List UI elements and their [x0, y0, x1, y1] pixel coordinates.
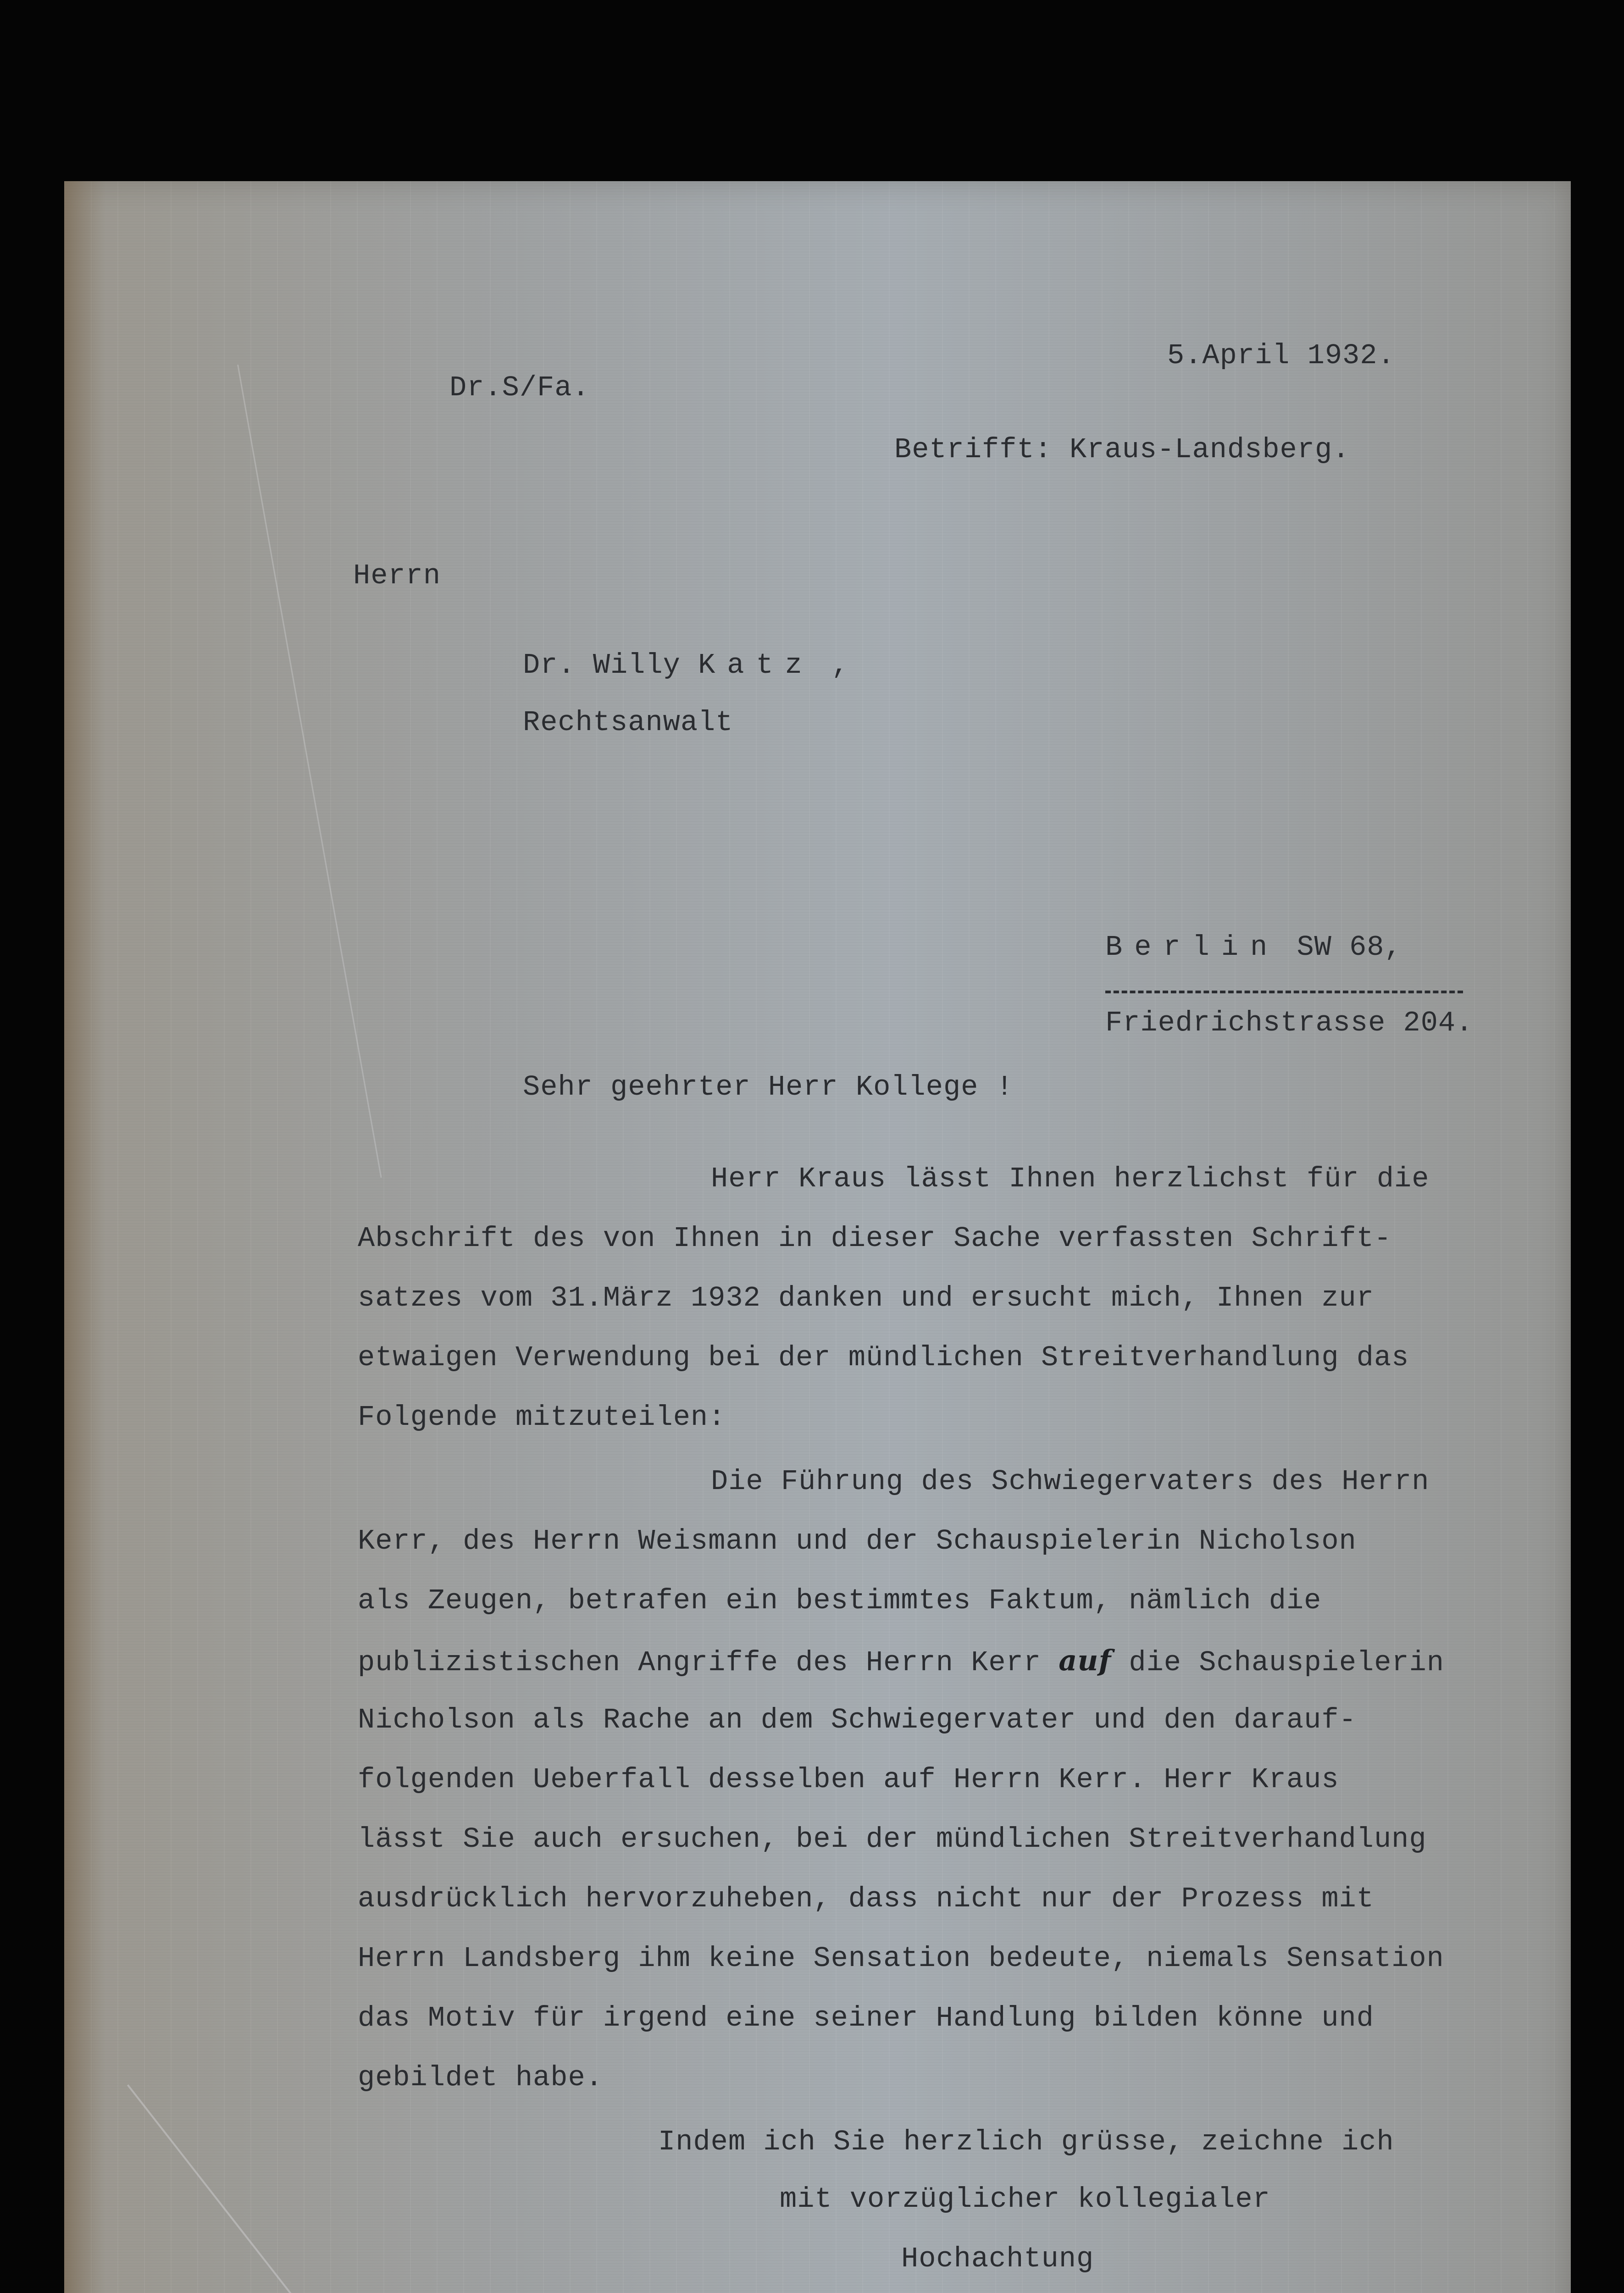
- body-line: lässt Sie auch ersuchen, bei der mündlichen Streitverhandlung: [358, 1823, 1427, 1855]
- body-line: ausdrücklich hervorzuheben, dass nicht nur der Prozess mit: [358, 1883, 1374, 1915]
- closing-line: mit vorzüglicher kollegialer: [780, 2183, 1270, 2215]
- body-line: Herr Kraus lässt Ihnen herzlichst für die: [711, 1163, 1430, 1195]
- body-line: etwaigen Verwendung bei der mündlichen Streitverhandlung das: [358, 1341, 1409, 1374]
- paper-crease: [237, 365, 382, 1178]
- closing-line: Indem ich Sie herzlich grüsse, zeichne ich: [658, 2126, 1394, 2158]
- subject-line: Betrifft: Kraus-Landsberg.: [894, 433, 1350, 466]
- body-line: folgenden Ueberfall desselben auf Herrn Kerr. Herr Kraus: [358, 1763, 1339, 1796]
- paper-crease: [127, 2084, 304, 2293]
- body-line: Folgende mitzuteilen:: [358, 1401, 726, 1434]
- body-line: satzes vom 31.März 1932 danken und ersucht mich, Ihnen zur: [358, 1282, 1374, 1314]
- body-line: Herrn Landsberg ihm keine Sensation bedeute, niemals Sensation: [358, 1942, 1444, 1975]
- recipient-city: [1105, 933, 1402, 962]
- body-line: [358, 1646, 1444, 1677]
- recipient-surname: Katz: [698, 649, 814, 681]
- body-line: das Motiv für irgend eine seiner Handlung bilden könne und: [358, 2002, 1374, 2034]
- body-line-text: publizistischen Angriffe des Herrn Kerr: [358, 1646, 1059, 1679]
- addressee-salutation: Herrn: [353, 559, 441, 592]
- letter-page: [64, 181, 1571, 2293]
- city-name: Berlin: [1105, 931, 1280, 964]
- letter-date: 5.April 1932.: [1167, 339, 1395, 372]
- recipient-name-prefix: Dr. Willy: [523, 649, 698, 681]
- city-underline: [1105, 991, 1463, 993]
- handwritten-insert: auf: [1059, 1644, 1112, 1677]
- closing-line: Hochachtung: [901, 2243, 1094, 2275]
- body-line: Kerr, des Herrn Weismann und der Schauspielerin Nicholson: [358, 1525, 1357, 1557]
- recipient-name-suffix: ,: [814, 649, 849, 681]
- reference-code: Dr.S/Fa.: [449, 371, 590, 404]
- body-line: Die Führung des Schwiegervaters des Herrn: [711, 1465, 1430, 1498]
- body-line: Abschrift des von Ihnen in dieser Sache verfassten Schrift-: [358, 1222, 1392, 1255]
- paper-edge-stain: [64, 181, 105, 2293]
- city-postal-district: SW 68,: [1279, 931, 1402, 964]
- body-line: als Zeugen, betrafen ein bestimmtes Faktum, nämlich die: [358, 1584, 1322, 1617]
- recipient-name: [523, 651, 849, 680]
- body-line: gebildet habe.: [358, 2061, 603, 2094]
- body-line-text: die Schauspielerin: [1111, 1646, 1445, 1679]
- recipient-street: Friedrichstrasse 204.: [1105, 1007, 1474, 1039]
- recipient-title: Rechtsanwalt: [523, 706, 733, 739]
- greeting-line: Sehr geehrter Herr Kollege !: [523, 1071, 1014, 1103]
- body-line: Nicholson als Rache an dem Schwiegervater und den darauf-: [358, 1704, 1357, 1736]
